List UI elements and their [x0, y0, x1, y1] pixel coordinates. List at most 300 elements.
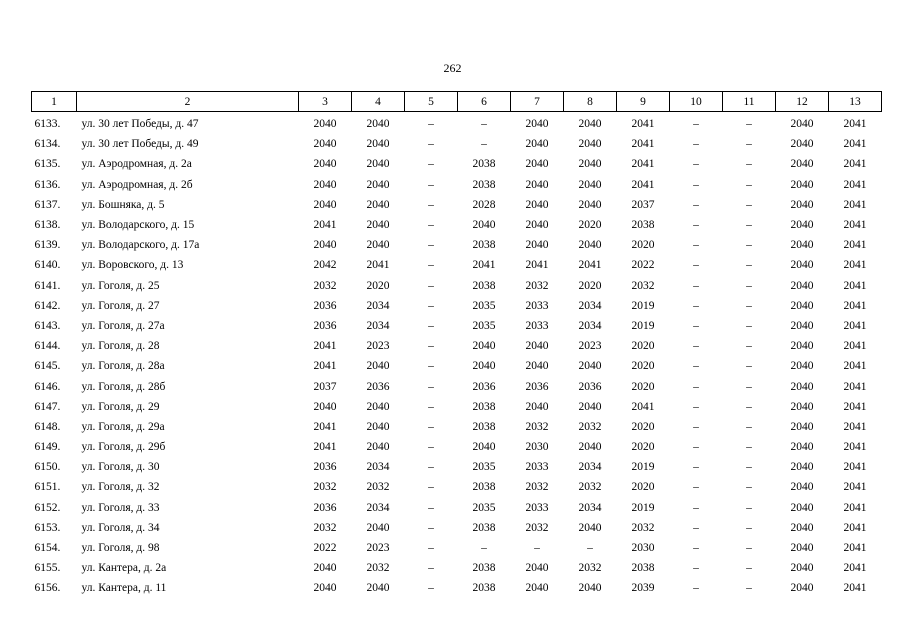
year-cell: –	[693, 562, 699, 575]
year-cell: 2041	[313, 420, 337, 433]
year-cell: 2040	[313, 582, 337, 595]
year-cell: –	[693, 158, 699, 171]
column-header: 9	[617, 92, 670, 112]
year-cell: 2034	[578, 501, 602, 514]
row-number-cell: 6149.	[34, 441, 61, 454]
year-cell: 2033	[525, 461, 549, 474]
year-cell: 2040	[525, 340, 549, 353]
year-cell: –	[428, 340, 434, 353]
year-cell: 2020	[578, 279, 602, 292]
year-cell: –	[428, 319, 434, 332]
year-cell: 2038	[472, 158, 496, 171]
year-cell: 2041	[843, 521, 867, 534]
year-cell: 2040	[472, 441, 496, 454]
row-number-cell: 6141.	[34, 279, 61, 292]
year-cell: –	[481, 542, 487, 555]
year-cell: 2040	[366, 138, 390, 151]
year-cell: –	[428, 219, 434, 232]
table-row	[32, 457, 882, 477]
year-cell: 2040	[578, 138, 602, 151]
year-cell: –	[746, 582, 752, 595]
year-cell: 2019	[631, 461, 655, 474]
year-cell: 2040	[366, 239, 390, 252]
year-cell: 2040	[790, 319, 814, 332]
table-row	[32, 397, 882, 417]
year-cell: 2032	[366, 562, 390, 575]
year-cell: 2040	[578, 521, 602, 534]
year-cell: 2040	[366, 441, 390, 454]
row-number-cell: 6144.	[34, 340, 61, 353]
year-cell: 2040	[790, 158, 814, 171]
year-cell: 2040	[313, 138, 337, 151]
year-cell: –	[428, 158, 434, 171]
year-cell: 2041	[313, 219, 337, 232]
year-cell: 2041	[843, 299, 867, 312]
year-cell: –	[746, 420, 752, 433]
year-cell: –	[693, 118, 699, 131]
year-cell: –	[534, 542, 540, 555]
address-cell: ул. Бошняка, д. 5	[81, 198, 165, 211]
year-cell: 2036	[313, 461, 337, 474]
year-cell: –	[428, 118, 434, 131]
row-number-cell: 6135.	[34, 158, 61, 171]
address-cell: ул. Гоголя, д. 28	[81, 340, 160, 353]
table-row	[32, 558, 882, 578]
year-cell: –	[428, 198, 434, 211]
year-cell: –	[693, 198, 699, 211]
year-cell: 2040	[366, 118, 390, 131]
year-cell: 2040	[313, 239, 337, 252]
column-header: 4	[352, 92, 405, 112]
address-cell: ул. 30 лет Победы, д. 49	[81, 138, 199, 151]
year-cell: –	[693, 239, 699, 252]
year-cell: 2042	[313, 259, 337, 272]
year-cell: 2040	[525, 178, 549, 191]
year-cell: 2040	[790, 400, 814, 413]
year-cell: 2040	[366, 219, 390, 232]
year-cell: 2036	[525, 380, 549, 393]
table-row	[32, 477, 882, 497]
year-cell: –	[428, 239, 434, 252]
year-cell: 2020	[578, 219, 602, 232]
year-cell: 2040	[313, 178, 337, 191]
table-row	[32, 376, 882, 396]
year-cell: –	[693, 461, 699, 474]
row-number-cell: 6140.	[34, 259, 61, 272]
year-cell: 2040	[578, 158, 602, 171]
table-row	[32, 417, 882, 437]
table-row	[32, 336, 882, 356]
row-number-cell: 6145.	[34, 360, 61, 373]
year-cell: 2032	[525, 521, 549, 534]
table-row	[32, 356, 882, 376]
column-header: 12	[776, 92, 829, 112]
year-cell: –	[746, 118, 752, 131]
year-cell: 2041	[313, 441, 337, 454]
address-cell: ул. Аэродромная, д. 2б	[81, 178, 193, 191]
year-cell: 2040	[313, 198, 337, 211]
year-cell: 2040	[525, 118, 549, 131]
year-cell: 2038	[631, 562, 655, 575]
year-cell: 2040	[578, 400, 602, 413]
year-cell: –	[746, 400, 752, 413]
year-cell: –	[693, 360, 699, 373]
year-cell: 2038	[472, 178, 496, 191]
year-cell: 2040	[525, 198, 549, 211]
year-cell: –	[428, 582, 434, 595]
year-cell: 2036	[578, 380, 602, 393]
year-cell: –	[693, 219, 699, 232]
year-cell: 2040	[313, 158, 337, 171]
year-cell: 2041	[843, 178, 867, 191]
address-cell: ул. Гоголя, д. 27а	[81, 319, 165, 332]
column-header: 11	[723, 92, 776, 112]
year-cell: 2028	[472, 198, 496, 211]
year-cell: 2040	[366, 400, 390, 413]
year-cell: 2041	[631, 118, 655, 131]
year-cell: 2041	[843, 158, 867, 171]
year-cell: –	[693, 138, 699, 151]
year-cell: 2034	[578, 461, 602, 474]
year-cell: 2041	[843, 118, 867, 131]
year-cell: 2032	[525, 279, 549, 292]
year-cell: 2033	[525, 319, 549, 332]
year-cell: 2032	[631, 279, 655, 292]
row-number-cell: 6152.	[34, 501, 61, 514]
year-cell: –	[746, 138, 752, 151]
column-header: 3	[299, 92, 352, 112]
address-cell: ул. Гоголя, д. 29	[81, 400, 160, 413]
year-cell: 2040	[525, 562, 549, 575]
year-cell: 2030	[525, 441, 549, 454]
year-cell: 2041	[578, 259, 602, 272]
year-cell: 2041	[843, 380, 867, 393]
header-row	[32, 92, 882, 112]
year-cell: 2040	[790, 219, 814, 232]
year-cell: 2020	[631, 441, 655, 454]
year-cell: 2034	[366, 299, 390, 312]
address-cell: ул. Аэродромная, д. 2а	[81, 158, 192, 171]
year-cell: –	[746, 521, 752, 534]
year-cell: 2041	[843, 582, 867, 595]
table-row	[32, 316, 882, 336]
table-row	[32, 154, 882, 174]
row-number-cell: 6153.	[34, 521, 61, 534]
year-cell: 2020	[631, 380, 655, 393]
year-cell: –	[428, 481, 434, 494]
year-cell: 2038	[472, 521, 496, 534]
row-number-cell: 6142.	[34, 299, 61, 312]
year-cell: 2040	[366, 582, 390, 595]
year-cell: 2041	[843, 219, 867, 232]
year-cell: –	[428, 259, 434, 272]
row-number-cell: 6133.	[34, 118, 61, 131]
table-row	[32, 175, 882, 195]
table-row	[32, 235, 882, 255]
year-cell: 2034	[578, 319, 602, 332]
year-cell: 2041	[843, 340, 867, 353]
year-cell: –	[428, 501, 434, 514]
address-cell: ул. Володарского, д. 15	[81, 219, 195, 232]
row-number-cell: 6139.	[34, 239, 61, 252]
year-cell: 2019	[631, 319, 655, 332]
table-row	[32, 255, 882, 275]
year-cell: 2040	[790, 501, 814, 514]
year-cell: 2040	[525, 138, 549, 151]
column-header: 8	[564, 92, 617, 112]
year-cell: –	[428, 562, 434, 575]
year-cell: 2039	[631, 582, 655, 595]
year-cell: –	[746, 279, 752, 292]
year-cell: 2041	[843, 400, 867, 413]
year-cell: –	[693, 319, 699, 332]
row-number-cell: 6155.	[34, 562, 61, 575]
row-number-cell: 6137.	[34, 198, 61, 211]
year-cell: 2040	[790, 521, 814, 534]
year-cell: 2041	[631, 178, 655, 191]
table-row	[32, 578, 882, 598]
year-cell: –	[693, 400, 699, 413]
year-cell: –	[746, 380, 752, 393]
year-cell: 2041	[843, 279, 867, 292]
year-cell: 2030	[631, 542, 655, 555]
table-row	[32, 518, 882, 538]
year-cell: 2041	[843, 562, 867, 575]
address-cell: ул. 30 лет Победы, д. 47	[81, 118, 199, 131]
year-cell: –	[428, 178, 434, 191]
row-number-cell: 6138.	[34, 219, 61, 232]
table-row	[32, 215, 882, 235]
year-cell: –	[428, 138, 434, 151]
address-cell: ул. Кантера, д. 2а	[81, 562, 167, 575]
column-header: 2	[77, 92, 299, 112]
row-number-cell: 6156.	[34, 582, 61, 595]
row-number-cell: 6134.	[34, 138, 61, 151]
address-cell: ул. Кантера, д. 11	[81, 582, 167, 595]
year-cell: 2041	[843, 420, 867, 433]
year-cell: –	[746, 501, 752, 514]
year-cell: 2032	[313, 481, 337, 494]
year-cell: –	[587, 542, 593, 555]
year-cell: –	[746, 481, 752, 494]
year-cell: 2041	[843, 239, 867, 252]
year-cell: –	[746, 441, 752, 454]
row-number-cell: 6154.	[34, 542, 61, 555]
year-cell: 2040	[525, 582, 549, 595]
year-cell: 2038	[472, 279, 496, 292]
year-cell: 2040	[578, 582, 602, 595]
year-cell: 2041	[366, 259, 390, 272]
year-cell: 2041	[313, 360, 337, 373]
year-cell: 2040	[366, 420, 390, 433]
year-cell: 2041	[631, 158, 655, 171]
year-cell: 2040	[790, 239, 814, 252]
year-cell: 2040	[366, 198, 390, 211]
year-cell: 2040	[472, 360, 496, 373]
year-cell: 2040	[313, 118, 337, 131]
row-number-cell: 6148.	[34, 420, 61, 433]
year-cell: 2040	[790, 299, 814, 312]
year-cell: 2041	[843, 319, 867, 332]
year-cell: 2040	[366, 360, 390, 373]
year-cell: 2032	[525, 481, 549, 494]
year-cell: 2038	[472, 562, 496, 575]
year-cell: –	[428, 521, 434, 534]
address-cell: ул. Гоголя, д. 25	[81, 279, 160, 292]
column-header: 13	[829, 92, 882, 112]
year-cell: –	[428, 299, 434, 312]
year-cell: 2032	[578, 481, 602, 494]
year-cell: 2034	[366, 461, 390, 474]
year-cell: –	[693, 279, 699, 292]
year-cell: 2036	[313, 501, 337, 514]
year-cell: –	[693, 521, 699, 534]
year-cell: 2040	[472, 340, 496, 353]
year-cell: –	[693, 178, 699, 191]
year-cell: 2040	[366, 178, 390, 191]
year-cell: 2040	[525, 239, 549, 252]
year-cell: 2040	[313, 562, 337, 575]
year-cell: –	[693, 501, 699, 514]
year-cell: 2035	[472, 501, 496, 514]
year-cell: 2023	[366, 542, 390, 555]
year-cell: 2040	[578, 198, 602, 211]
year-cell: 2040	[790, 198, 814, 211]
year-cell: 2040	[578, 178, 602, 191]
year-cell: 2040	[366, 158, 390, 171]
year-cell: 2040	[790, 420, 814, 433]
year-cell: –	[746, 340, 752, 353]
year-cell: 2040	[790, 259, 814, 272]
year-cell: –	[746, 158, 752, 171]
year-cell: 2032	[366, 481, 390, 494]
year-cell: –	[428, 400, 434, 413]
row-number-cell: 6150.	[34, 461, 61, 474]
year-cell: –	[428, 441, 434, 454]
address-cell: ул. Гоголя, д. 29а	[81, 420, 165, 433]
year-cell: 2040	[313, 400, 337, 413]
year-cell: –	[693, 340, 699, 353]
year-cell: 2032	[313, 521, 337, 534]
year-cell: 2041	[631, 138, 655, 151]
year-cell: –	[693, 481, 699, 494]
table-row	[32, 134, 882, 154]
year-cell: –	[746, 542, 752, 555]
year-cell: –	[746, 198, 752, 211]
address-cell: ул. Гоголя, д. 29б	[81, 441, 166, 454]
year-cell: –	[746, 178, 752, 191]
year-cell: 2040	[525, 158, 549, 171]
column-header: 6	[458, 92, 511, 112]
year-cell: 2041	[843, 138, 867, 151]
table-row	[32, 112, 882, 135]
year-cell: 2040	[578, 360, 602, 373]
table-row	[32, 538, 882, 558]
row-number-cell: 6136.	[34, 178, 61, 191]
year-cell: 2033	[525, 299, 549, 312]
year-cell: 2040	[366, 521, 390, 534]
year-cell: 2040	[790, 380, 814, 393]
year-cell: 2035	[472, 461, 496, 474]
table-body	[32, 112, 882, 599]
year-cell: –	[481, 118, 487, 131]
year-cell: 2040	[578, 239, 602, 252]
year-cell: 2020	[631, 420, 655, 433]
year-cell: 2040	[790, 279, 814, 292]
year-cell: –	[428, 461, 434, 474]
year-cell: 2041	[843, 360, 867, 373]
row-number-cell: 6151.	[34, 481, 61, 494]
year-cell: –	[693, 582, 699, 595]
year-cell: 2032	[578, 562, 602, 575]
year-cell: 2038	[472, 481, 496, 494]
year-cell: 2040	[790, 178, 814, 191]
year-cell: 2038	[631, 219, 655, 232]
year-cell: 2041	[525, 259, 549, 272]
year-cell: –	[746, 259, 752, 272]
year-cell: 2040	[790, 138, 814, 151]
data-table	[31, 91, 882, 599]
address-cell: ул. Гоголя, д. 32	[81, 481, 160, 494]
year-cell: 2038	[472, 420, 496, 433]
year-cell: 2034	[366, 319, 390, 332]
year-cell: 2040	[790, 562, 814, 575]
year-cell: 2041	[313, 340, 337, 353]
year-cell: –	[746, 360, 752, 373]
address-cell: ул. Гоголя, д. 27	[81, 299, 160, 312]
year-cell: 2040	[578, 118, 602, 131]
year-cell: 2036	[313, 319, 337, 332]
year-cell: 2041	[843, 481, 867, 494]
year-cell: 2040	[790, 340, 814, 353]
year-cell: 2038	[472, 582, 496, 595]
year-cell: 2041	[843, 542, 867, 555]
address-cell: ул. Воровского, д. 13	[81, 259, 184, 272]
year-cell: 2022	[631, 259, 655, 272]
year-cell: 2037	[313, 380, 337, 393]
year-cell: 2040	[790, 441, 814, 454]
year-cell: –	[693, 259, 699, 272]
year-cell: 2032	[578, 420, 602, 433]
year-cell: –	[428, 279, 434, 292]
year-cell: –	[746, 319, 752, 332]
year-cell: –	[746, 461, 752, 474]
year-cell: 2035	[472, 319, 496, 332]
row-number-cell: 6146.	[34, 380, 61, 393]
year-cell: –	[428, 542, 434, 555]
year-cell: 2020	[631, 481, 655, 494]
year-cell: 2019	[631, 299, 655, 312]
table-row	[32, 498, 882, 518]
year-cell: 2019	[631, 501, 655, 514]
year-cell: 2022	[313, 542, 337, 555]
year-cell: 2036	[313, 299, 337, 312]
year-cell: –	[693, 441, 699, 454]
address-cell: ул. Гоголя, д. 30	[81, 461, 160, 474]
address-cell: ул. Володарского, д. 17а	[81, 239, 200, 252]
column-header: 10	[670, 92, 723, 112]
year-cell: 2020	[631, 239, 655, 252]
year-cell: 2041	[843, 461, 867, 474]
year-cell: 2036	[366, 380, 390, 393]
year-cell: 2041	[631, 400, 655, 413]
year-cell: 2041	[843, 441, 867, 454]
year-cell: –	[428, 380, 434, 393]
year-cell: 2036	[472, 380, 496, 393]
year-cell: –	[428, 360, 434, 373]
row-number-cell: 6143.	[34, 319, 61, 332]
year-cell: 2020	[631, 340, 655, 353]
